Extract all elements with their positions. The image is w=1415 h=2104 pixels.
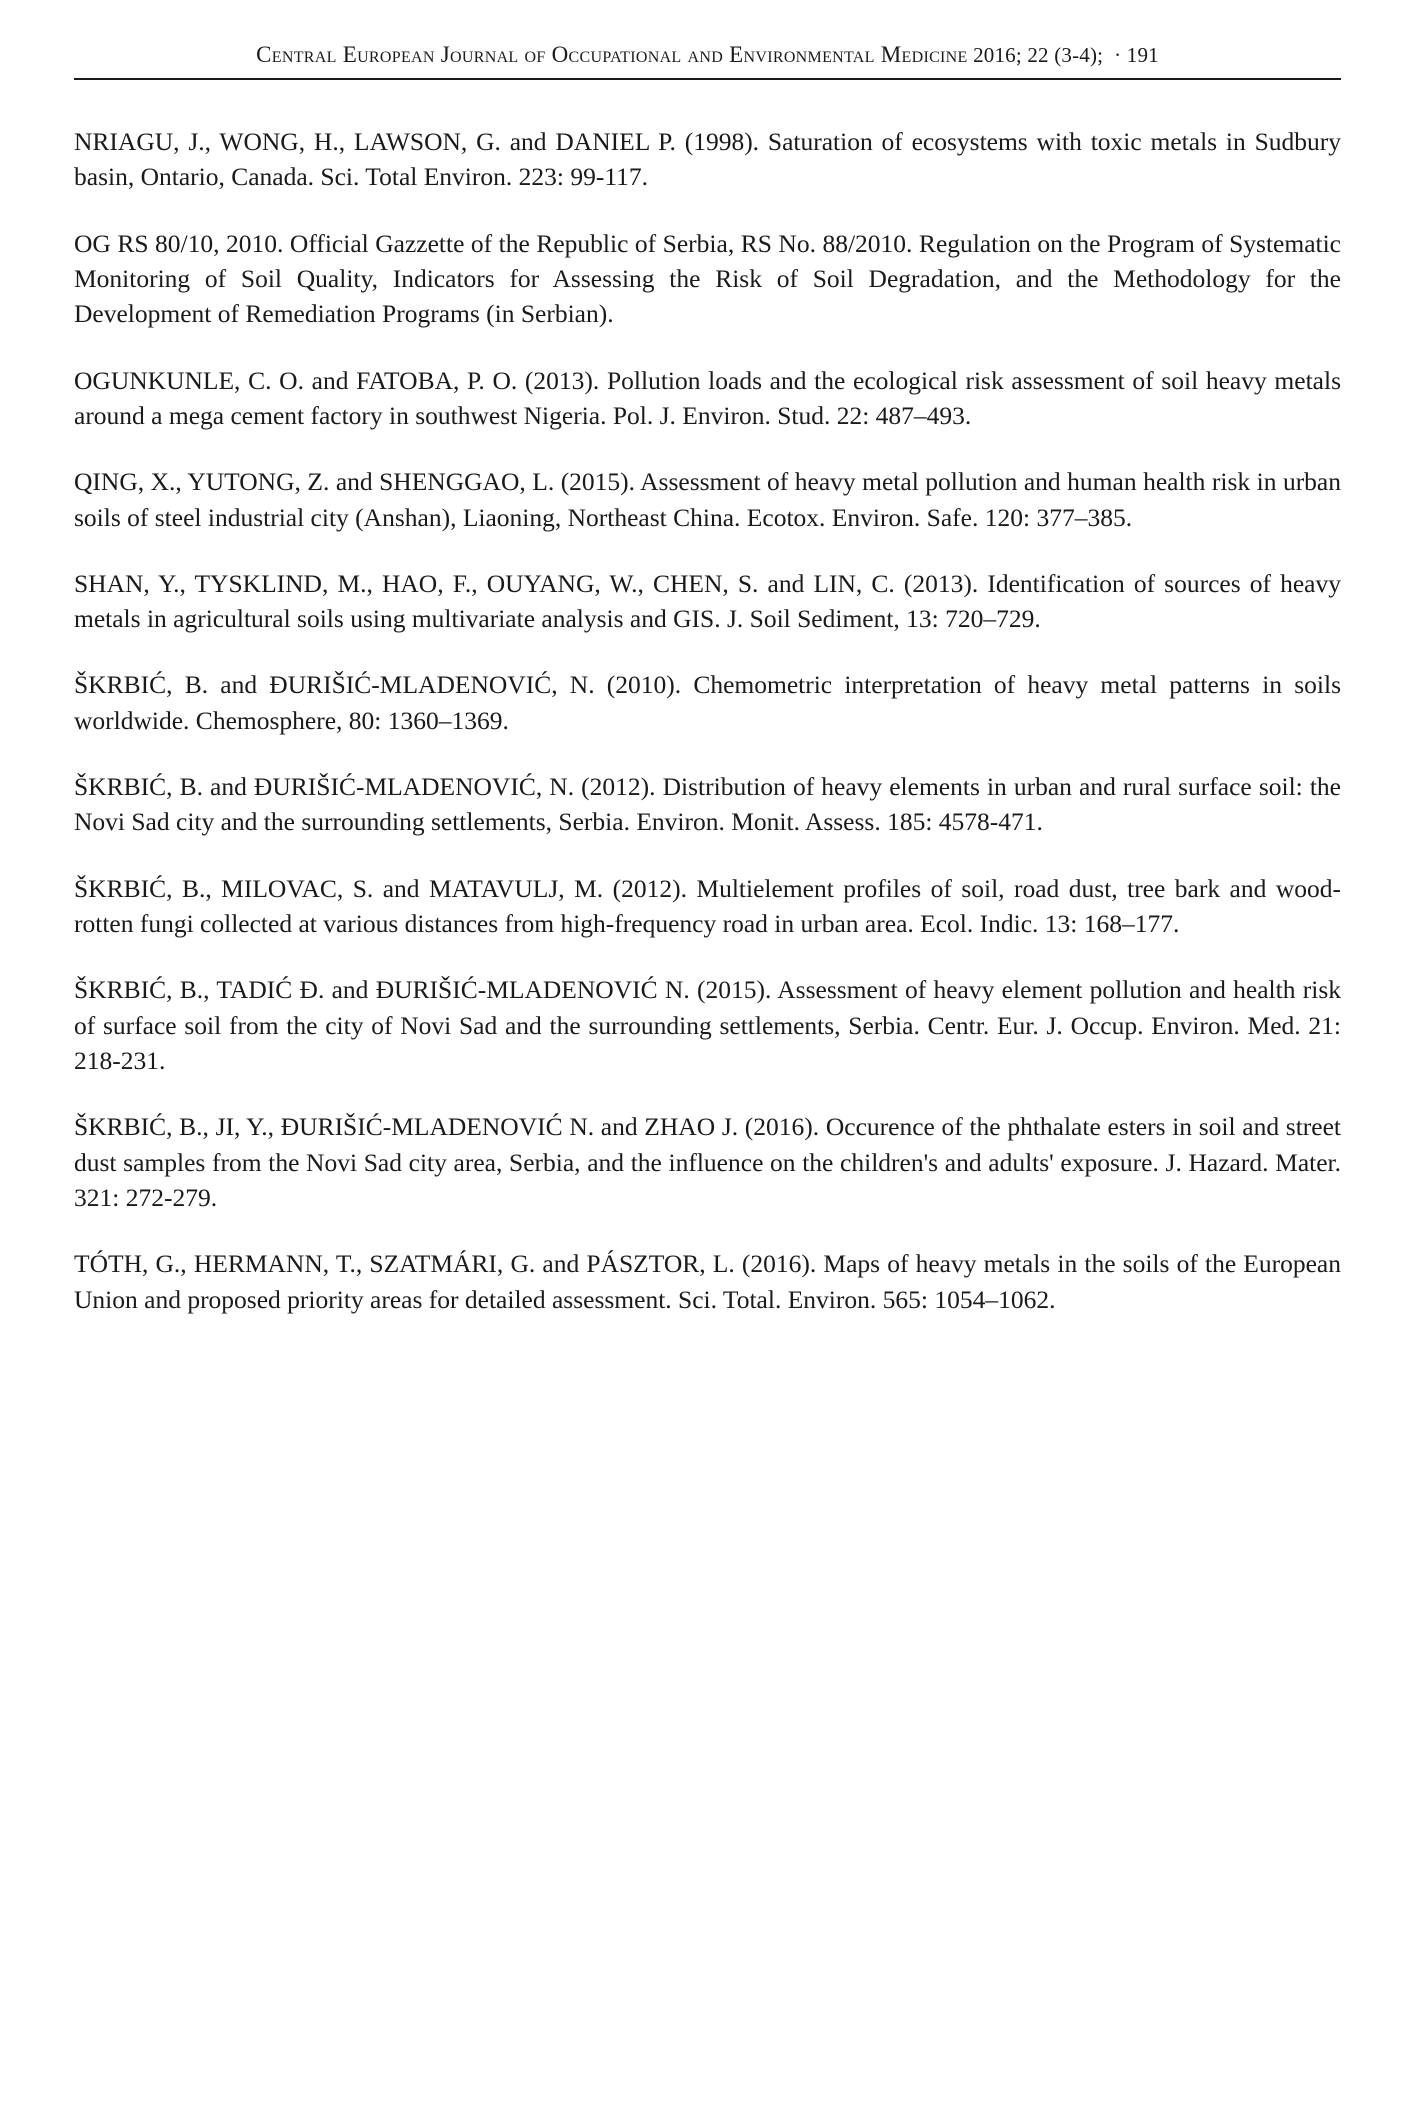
issue-number: 2016; 22 (3-4); — [973, 43, 1104, 67]
reference-entry: ŠKRBIĆ, B. and ĐURIŠIĆ-MLADENOVIĆ, N. (2010). Chemometric interpretation of heavy metal patterns in soils worldwide. Chemosphere, 80: 1360–1369. — [74, 670, 1341, 735]
reference-list — [74, 124, 1341, 1317]
header-divider — [74, 78, 1341, 80]
reference-entry: OG RS 80/10, 2010. Official Gazzette of the Republic of Serbia, RS No. 88/2010. Regulation on the Program of Systematic Monitoring of Soil Quality, Indicators for Assessing the Risk of Soil Degradation, and the Methodology for the Development of Remediation Programs (in Serbian). — [74, 228, 1341, 329]
reference-entry: QING, X., YUTONG, Z. and SHENGGAO, L. (2015). Assessment of heavy metal pollution and human health risk in urban soils of steel industrial city (Anshan), Liaoning, Northeast China. Ecotox. Environ. Safe. 120: 377–385. — [74, 467, 1341, 532]
reference-entry: ŠKRBIĆ, B., MILOVAC, S. and MATAVULJ, M. (2012). Multielement profiles of soil, road dust, tree bark and wood-rotten fungi collected at various distances from high-frequency road in urban area. Ecol. Indic. 13: 168–177. — [74, 873, 1341, 938]
reference-entry: ŠKRBIĆ, B. and ĐURIŠIĆ-MLADENOVIĆ, N. (2012). Distribution of heavy elements in urban and rural surface soil: the Novi Sad city and the surrounding settlements, Serbia. Environ. Monit. Assess. 185: 4578-471. — [74, 772, 1341, 837]
reference-entry: ŠKRBIĆ, B., JI, Y., ĐURIŠIĆ-MLADENOVIĆ N. and ZHAO J. (2016). Occurence of the phthalate esters in soil and street dust samples from the Novi Sad city area, Serbia, and the influence on the children's and adults' exposure. J. Hazard. Mater. 321: 272-279. — [74, 1112, 1341, 1212]
reference-entry: ŠKRBIĆ, B., TADIĆ Đ. and ĐURIŠIĆ-MLADENOVIĆ N. (2015). Assessment of heavy element pollution and health risk of surface soil from the city of Novi Sad and the surrounding settlements, Serbia. Centr. Eur. J. Occup. Environ. Med. 21: 218-231. — [74, 975, 1341, 1075]
running-head — [74, 42, 1341, 78]
journal-title: Central European Journal of Occupational and Environmental Medicine — [256, 42, 968, 67]
reference-entry: NRIAGU, J., WONG, H., LAWSON, G. and DANIEL P. (1998). Saturation of ecosystems with toxic metals in Sudbury basin, Ontario, Canada. Sci. Total Environ. 223: 99-117. — [74, 127, 1341, 192]
reference-entry: TÓTH, G., HERMANN, T., SZATMÁRI, G. and PÁSZTOR, L. (2016). Maps of heavy metals in the soils of the European Union and proposed priority areas for detailed assessment. Sci. Total. Environ. 565: 1054–1062. — [74, 1249, 1341, 1314]
page-number: · 191 — [1114, 43, 1159, 67]
reference-entry: OGUNKUNLE, C. O. and FATOBA, P. O. (2013). Pollution loads and the ecological risk assessment of soil heavy metals around a mega cement factory in southwest Nigeria. Pol. J. Environ. Stud. 22: 487–493. — [74, 365, 1341, 430]
reference-entry: SHAN, Y., TYSKLIND, M., HAO, F., OUYANG, W., CHEN, S. and LIN, C. (2013). Identification of sources of heavy metals in agricultural soils using multivariate analysis and GIS. J. Soil Sediment, 13: 720–729. — [74, 568, 1341, 634]
